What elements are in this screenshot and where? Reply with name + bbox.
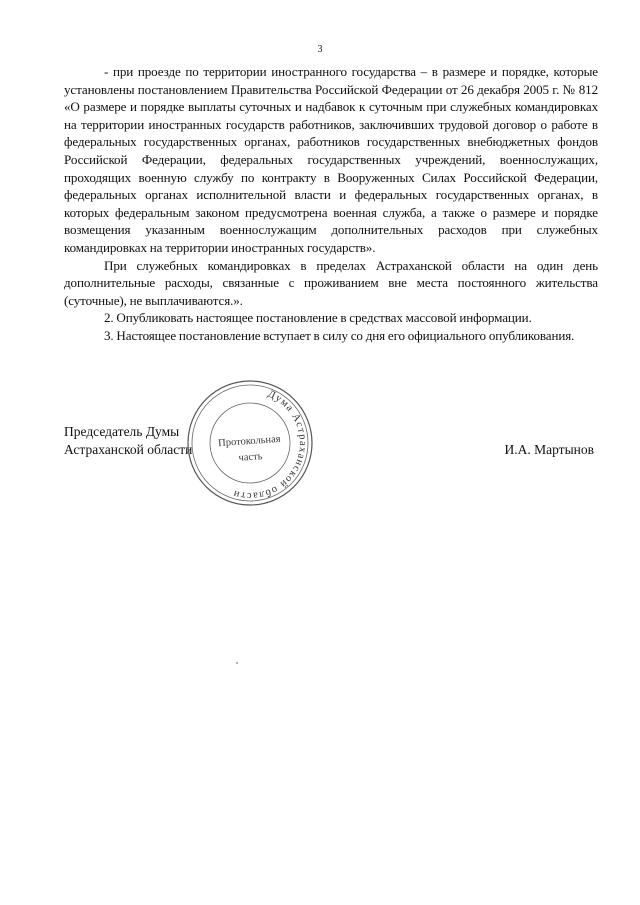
paragraph-foreign-travel: - при проезде по территории иностранного государства – в размере и порядке, которые установлены постановлением Правительства Российской Федерации от 26 декабря 2005 г. № 812 «О размере и порядке выплаты суточных и надбавок к суточным при служебных командировках на территории иностранных государств работников, заключивших трудовой договор о работе в федеральных государственных органах, работников государственных внебюджетных фондов Российской Федерации, федеральных государственных учреждений, военнослужащих, проходящих военную службу по контракту в Вооруженных Силах Российской Федерации, федеральных органах исполнительной власти и федеральных государственных органах, в которых федеральным законом предусмотрена военная служба, а также о размере и порядке возмещения указанным военнослужащим дополнительных расходов при служебных командировках на территории иностранных государств». bbox=[64, 64, 598, 255]
stamp-center-line2: часть bbox=[238, 451, 263, 464]
signatory-name: И.А. Мартынов bbox=[504, 442, 594, 457]
paragraph-publication: 2. Опубликовать настоящее постановление в средствах массовой информации. bbox=[104, 310, 532, 326]
paragraph-entry-into-force: 3. Настоящее постановление вступает в силу со дня его официального опубликования. bbox=[104, 327, 575, 343]
signatory-position-line2: Астраханской области bbox=[64, 442, 193, 457]
official-stamp bbox=[185, 378, 315, 508]
stamp-center-text bbox=[204, 431, 296, 469]
paragraph-one-day-trips: При служебных командировках в пределах Астраханской области на один день дополнительные расходы, связанные с проживанием вне места постоянного жительства (суточные), не выплачиваются.». bbox=[64, 257, 598, 308]
document-body bbox=[64, 63, 598, 345]
stamp-center-line1: Протокольная bbox=[217, 433, 281, 450]
page-number: 3 bbox=[317, 44, 323, 55]
stamp-ring-text: Дума Астраханской области bbox=[231, 388, 309, 502]
signatory-position-line1: Председатель Думы bbox=[64, 424, 180, 439]
signatory-position bbox=[64, 423, 192, 459]
scan-speck bbox=[236, 662, 238, 664]
